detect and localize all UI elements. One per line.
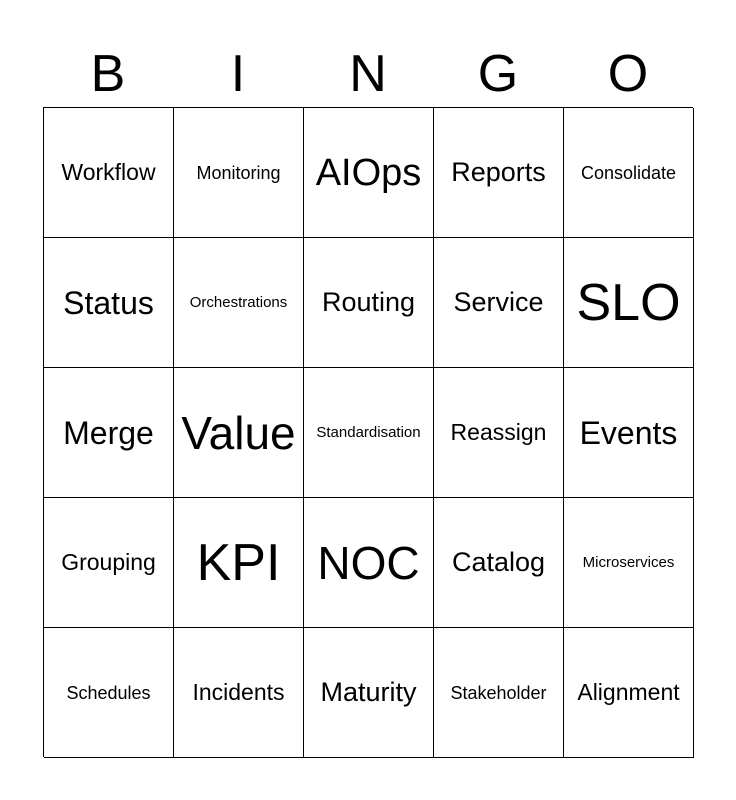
bingo-cell[interactable]: Incidents (174, 628, 304, 758)
bingo-cell[interactable]: KPI (174, 498, 304, 628)
bingo-cell[interactable]: Routing (304, 238, 434, 368)
bingo-cell[interactable]: Monitoring (174, 108, 304, 238)
bingo-cell[interactable]: Schedules (44, 628, 174, 758)
bingo-cell[interactable]: Reassign (434, 368, 564, 498)
bingo-cell[interactable]: NOC (304, 498, 434, 628)
bingo-cell[interactable]: Catalog (434, 498, 564, 628)
bingo-cell[interactable]: Merge (44, 368, 174, 498)
bingo-cell[interactable]: Alignment (564, 628, 694, 758)
bingo-cell[interactable]: Consolidate (564, 108, 694, 238)
bingo-cell[interactable]: Microservices (564, 498, 694, 628)
bingo-board (43, 107, 693, 757)
bingo-cell[interactable]: Value (174, 368, 304, 498)
bingo-header (43, 42, 693, 106)
header-letter-n: N (349, 45, 387, 103)
bingo-cell[interactable]: AIOps (304, 108, 434, 238)
bingo-cell[interactable]: Stakeholder (434, 628, 564, 758)
header-letter-i: I (230, 45, 246, 103)
header-letter-g: G (477, 45, 519, 103)
header-letter-o: O (607, 45, 649, 103)
bingo-cell[interactable]: Orchestrations (174, 238, 304, 368)
bingo-cell[interactable]: Events (564, 368, 694, 498)
bingo-cell[interactable]: Service (434, 238, 564, 368)
bingo-cell[interactable]: Grouping (44, 498, 174, 628)
bingo-cell[interactable]: Standardisation (304, 368, 434, 498)
bingo-cell[interactable]: Status (44, 238, 174, 368)
bingo-cell[interactable]: Workflow (44, 108, 174, 238)
bingo-cell[interactable]: Reports (434, 108, 564, 238)
bingo-cell[interactable]: SLO (564, 238, 694, 368)
header-letter-b: B (90, 45, 126, 103)
bingo-cell[interactable]: Maturity (304, 628, 434, 758)
